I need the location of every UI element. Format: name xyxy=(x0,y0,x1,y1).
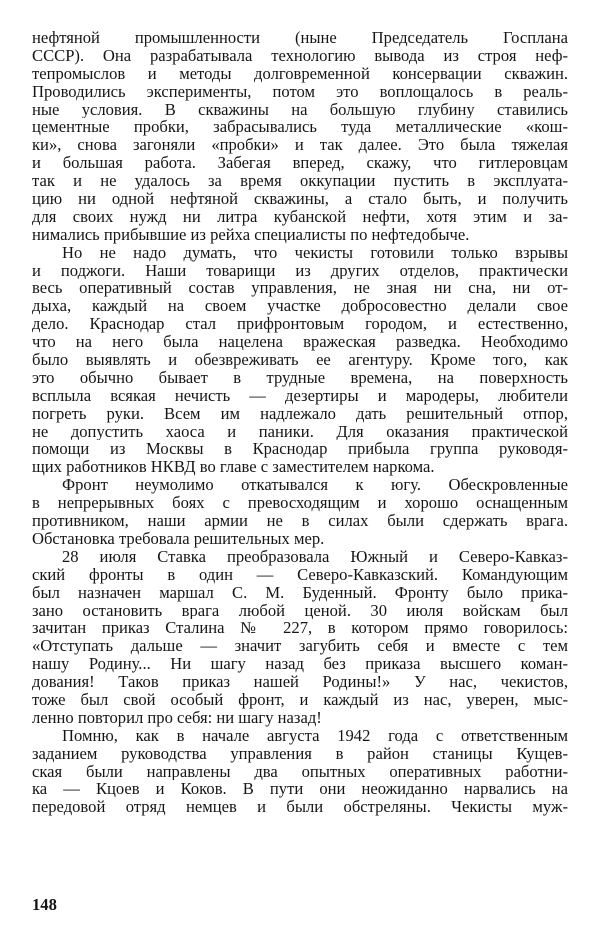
text-line: тепромыслов и методы долговременной консервации скважин. xyxy=(32,64,568,83)
paragraph xyxy=(32,244,568,477)
text-line: зачитан приказ Сталина № 227, в котором прямо говорилось: xyxy=(32,619,568,638)
text-line: цию ни одной нефтяной скважины, а стало быть, и получить xyxy=(32,190,568,208)
text-line: не допустить хаоса и паники. Для оказания практической xyxy=(32,422,568,441)
text-line: это обычно бывает в трудные времена, на поверхность xyxy=(32,368,568,387)
text-line: погреть руки. Всем им надлежало дать решительный отпор, xyxy=(32,404,568,423)
text-line: щих работников НКВД во главе с заместителем наркома. xyxy=(32,458,435,477)
text-line: нашу Родину... Ни шагу назад без приказа высшего коман- xyxy=(32,655,568,674)
text-line: Но не надо думать, что чекисты готовили только взрывы xyxy=(62,243,568,262)
text-line: передовой отряд немцев и были обстреляны. Чекисты муж- xyxy=(32,798,568,817)
text-line: дыха, каждый на своем участке добросовестно делали свое xyxy=(32,297,568,316)
text-line: нимались прибывшие из рейха специалисты по нефтедобыче. xyxy=(32,225,470,244)
page-body-text xyxy=(32,29,568,816)
text-line: было выявлять и обезвреживать ее агентуру. Кроме того, как xyxy=(32,351,568,369)
text-line: Помню, как в начале августа 1942 года с ответственным xyxy=(62,726,568,745)
text-line: ский фронты в один — Северо-Кавказский. Командующим xyxy=(32,565,568,584)
page-number: 148 xyxy=(32,895,57,914)
text-line: был назначен маршал С. М. Буденный. Фронту было прика- xyxy=(32,583,568,602)
text-line: и большая работа. Забегая вперед, скажу, что гитлеровцам xyxy=(32,154,568,173)
paragraph xyxy=(32,29,568,244)
paragraph xyxy=(32,727,568,816)
text-line: заданием руководства управления в район станицы Кущев- xyxy=(32,744,568,763)
text-line: Проводились эксперименты, потом это воплощалось в реаль- xyxy=(32,82,568,101)
text-line: ки», снова загоняли «пробки» и так далее. Это была тяжелая xyxy=(32,136,568,155)
text-line: 28 июля Ставка преобразовала Южный и Северо-Кавказ- xyxy=(62,547,568,566)
text-line: зано остановить врага любой ценой. 30 июля войскам был xyxy=(32,601,568,620)
paragraph xyxy=(32,476,568,548)
text-line: в непрерывных боях с превосходящим и хорошо оснащенным xyxy=(32,494,568,513)
text-line: помощи из Москвы в Краснодар прибыла группа руководя- xyxy=(32,440,568,459)
text-line: СССР). Она разрабатывала технологию вывода из строя неф- xyxy=(32,46,568,65)
text-line: тоже был свой особый фронт, и каждый из нас, уверен, мыс- xyxy=(32,690,568,709)
text-line: дело. Краснодар стал прифронтовым городом, и естественно, xyxy=(32,315,568,334)
text-line: всплыла всякая нечисть — дезертиры и мародеры, любители xyxy=(32,386,568,405)
text-line: Обстановка требовала решительных мер. xyxy=(32,529,325,548)
text-line: нефтяной промышленности (ныне Председатель Госплана xyxy=(32,29,568,47)
text-line: дования! Таков приказ нашей Родины!» У нас, чекистов, xyxy=(32,673,568,691)
text-line: что на него была нацелена вражеская разведка. Необходимо xyxy=(32,333,568,352)
text-line: «Отступать дальше — значит загубить себя и вместе с тем xyxy=(32,637,568,656)
text-line: весь оперативный состав управления, не зная ни сна, ни от- xyxy=(32,279,568,298)
text-line: и поджоги. Наши товарищи из других отделов, практически xyxy=(32,261,568,280)
text-line: ленно повторил про себя: ни шагу назад! xyxy=(32,708,322,727)
text-line: Фронт неумолимо откатывался к югу. Обескровленные xyxy=(62,476,568,495)
text-line: цементные пробки, забрасывались туда металлические «кош- xyxy=(32,118,568,137)
paragraph xyxy=(32,548,568,727)
text-line: ская были направлены два опытных оперативных работни- xyxy=(32,762,568,781)
text-line: ка — Кцоев и Коков. В пути они неожиданно нарвались на xyxy=(32,780,568,799)
text-line: для своих нужд ни литра кубанской нефти, хотя этим и за- xyxy=(32,207,568,226)
text-line: противником, наши армии не в силах были сдержать врага. xyxy=(32,512,568,530)
text-line: так и не удалось за время оккупации пустить в эксплуата- xyxy=(32,172,568,191)
text-line: ные условия. В скважины на большую глубину ставились xyxy=(32,100,568,119)
